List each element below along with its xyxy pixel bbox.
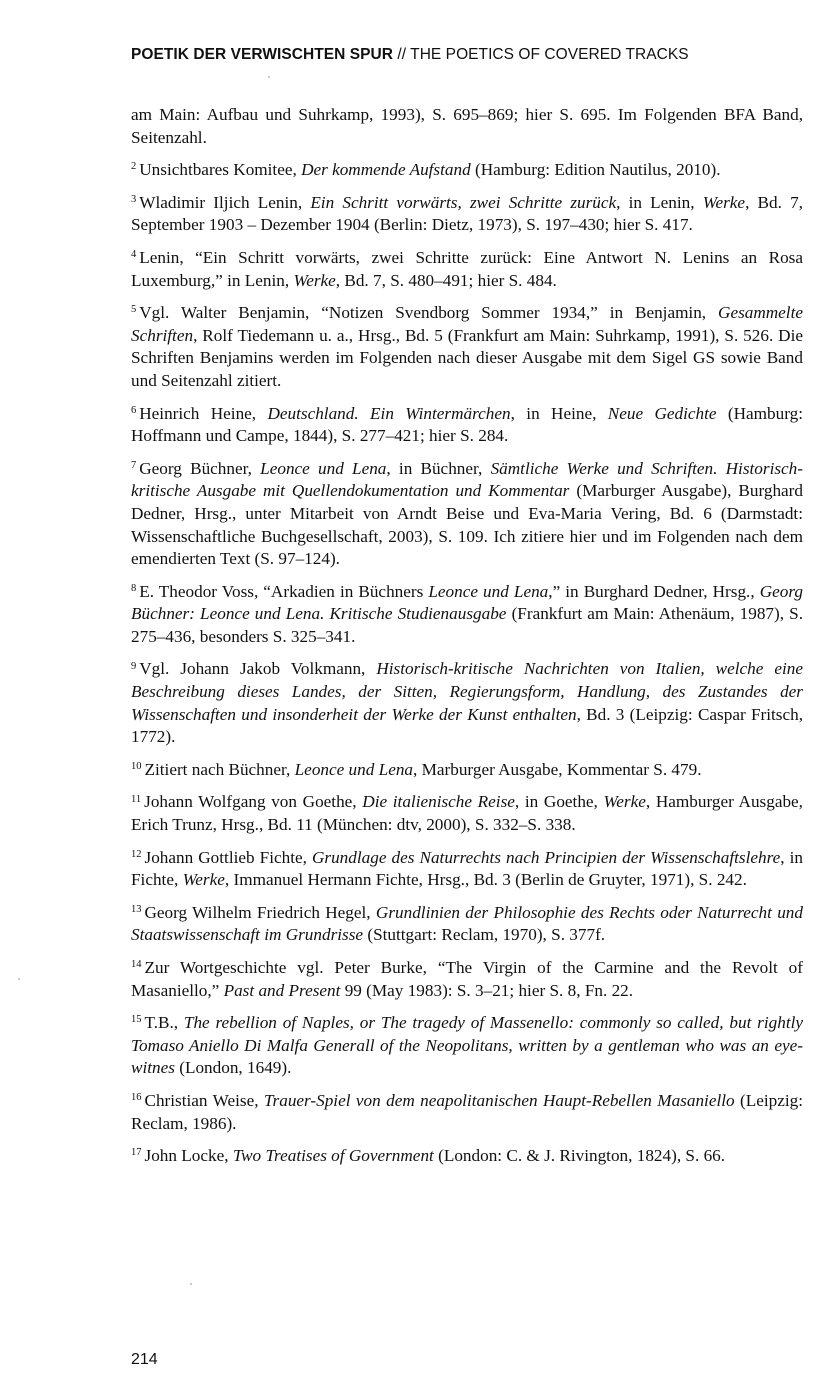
- footnote-text: E. Theodor Voss, “Arkadien in Büchners: [139, 581, 429, 601]
- footnote-16: [131, 1090, 803, 1135]
- footnote-title-italic: Leonce und Lena: [428, 581, 549, 601]
- footnote-text: T.B.,: [144, 1013, 184, 1033]
- footnote-text: , Marburger Ausgabe, Kommentar S. 479.: [413, 759, 702, 779]
- footnote-title-italic: Der kommende Aufstand: [301, 160, 471, 180]
- footnote-8: [131, 581, 803, 649]
- footnote-15: [131, 1012, 803, 1080]
- footnote-text: (Frankfurt am Main: Athenäum, 1987), S. 275–436, besonders S. 325–341.: [131, 604, 803, 646]
- scan-speck: [190, 1283, 192, 1285]
- footnote-title-italic: Trauer-Spiel von dem neapolitanischen Haupt-Rebellen Masaniello: [263, 1090, 735, 1110]
- footnote-5: [131, 302, 803, 392]
- footnote-number: 8: [131, 582, 137, 594]
- footnote-text: Zur Wortgeschichte vgl. Peter Burke, “The Virgin of the Carmine and the Revolt of Masaniello,”: [131, 958, 803, 1000]
- footnote-10: [131, 759, 803, 782]
- footnote-number: 7: [131, 459, 137, 471]
- footnote-number: 11: [131, 793, 142, 805]
- footnote-title-italic: Werke: [702, 192, 746, 212]
- footnote-title-italic: Sämtliche Werke und Schriften. Historisch-kritische Ausgabe mit Quellendokumentation und Kommentar: [131, 458, 803, 501]
- footnote-title-italic: Ein Schritt vorwärts, zwei Schritte zurück: [310, 192, 617, 212]
- footnote-14: [131, 957, 803, 1002]
- footnote-text: , Bd. 7, September 1903 – Dezember 1904 (Berlin: Dietz, 1973), S. 197–430; hier S. 417.: [131, 192, 803, 235]
- footnote-number: 9: [131, 660, 137, 672]
- footnote-text: Georg Büchner,: [139, 458, 261, 478]
- footnote-text: John Locke,: [144, 1146, 233, 1166]
- footnote-9: [131, 658, 803, 748]
- footnote-text: (Hamburg: Edition Nautilus, 2010).: [470, 160, 721, 180]
- footnote-text: , in Lenin,: [616, 192, 703, 212]
- footnote-text: am Main: Aufbau und Suhrkamp, 1993), S. 695–869; hier S. 695. Im Folgenden BFA Band, Seitenzahl.: [131, 105, 803, 147]
- footnote-number: 13: [131, 904, 142, 916]
- footnote-text: Lenin, “Ein Schritt vorwärts, zwei Schritte zurück: Eine Antwort N. Lenins an Rosa Luxemburg,” in Lenin,: [131, 247, 803, 290]
- footnote-12: [131, 847, 803, 892]
- footnote-number: 10: [131, 761, 142, 773]
- footnote-number: 2: [131, 161, 137, 173]
- footnote-text: Johann Gottlieb Fichte,: [144, 847, 312, 867]
- footnote-7: [131, 458, 803, 571]
- footnote-6: [131, 403, 803, 448]
- footnote-text: , Hamburger Ausgabe, Erich Trunz, Hrsg., Bd. 11 (München: dtv, 2000), S. 332–S. 338.: [131, 792, 803, 835]
- footnote-text: Unsichtbares Komitee,: [139, 160, 302, 180]
- footnote-text: 99 (May 1983): S. 3–21; hier S. 8, Fn. 22.: [340, 980, 634, 1000]
- scan-speck: [268, 76, 270, 78]
- footnote-title-italic: Die italienische Reise: [362, 792, 515, 812]
- footnote-3: [131, 192, 803, 237]
- footnote-text: , Bd. 3 (Leipzig: Caspar Fritsch, 1772).: [131, 704, 803, 747]
- footnote-text: , Rolf Tiedemann u. a., Hrsg., Bd. 5 (Frankfurt am Main: Suhrkamp, 1991), S. 526. Die Schriften Benjamins werden im Folgenden nach dieser Ausgabe mit dem Sigel GS sowie Band und Seitenzahl zitiert.: [131, 325, 803, 390]
- footnote-title-italic: Georg Büchner: Leonce und Lena. Kritische Studienausgabe: [131, 581, 803, 624]
- footnote-number: 17: [131, 1147, 142, 1159]
- footnote-text: Wladimir Iljich Lenin,: [139, 192, 311, 212]
- footnote-13: [131, 902, 803, 947]
- footnote-text: (Leipzig: Reclam, 1986).: [131, 1090, 804, 1133]
- footnote-title-italic: Werke: [603, 792, 646, 812]
- footnote-title-italic: Leonce und Lena: [260, 458, 387, 478]
- footnote-number: 3: [131, 194, 137, 206]
- footnote-text: (Marburger Ausgabe), Burghard Dedner, Hrsg., unter Mitarbeit von Arndt Beise und Eva-Maria Vering, Bd. 6 (Darmstadt: Wissenschaftliche Buchgesellschaft, 2003), S. 109. Ich zitiere hier und im Folgenden nach dem emendierten Text (S. 97–124).: [131, 481, 803, 569]
- footnote-title-italic: Grundlinien der Philosophie des Rechts oder Naturrecht und Staatswissenschaft im Grundrisse: [131, 902, 803, 945]
- footnote-title-italic: Grundlage des Naturrechts nach Principien der Wissenschaftslehre: [311, 847, 781, 867]
- footnote-text: , in Goethe,: [514, 792, 604, 812]
- footnote-4: [131, 247, 803, 292]
- footnote-continued: [131, 104, 803, 149]
- footnote-text: , in Büchner,: [386, 458, 491, 478]
- footnote-text: Georg Wilhelm Friedrich Hegel,: [144, 902, 376, 922]
- footnote-number: 4: [131, 249, 137, 261]
- running-title-separator: //: [393, 46, 411, 63]
- footnote-number: 6: [131, 404, 137, 416]
- footnotes-block: [131, 104, 803, 1178]
- running-header: [131, 46, 811, 64]
- footnote-text: (Hamburg: Hoffmann und Campe, 1844), S. 277–421; hier S. 284.: [131, 403, 803, 446]
- running-title-german: POETIK DER VERWISCHTEN SPUR: [131, 46, 394, 63]
- footnote-text: Johann Wolfgang von Goethe,: [144, 792, 363, 812]
- footnote-text: (London, 1649).: [174, 1058, 292, 1078]
- footnote-2: [131, 159, 803, 182]
- footnote-title-italic: Two Treatises of Government: [232, 1146, 434, 1166]
- footnote-11: [131, 791, 803, 836]
- footnote-text: (London: C. & J. Rivington, 1824), S. 66.: [433, 1146, 726, 1166]
- scan-speck: [18, 978, 20, 980]
- footnote-title-italic: Werke: [182, 870, 225, 890]
- footnote-17: [131, 1145, 803, 1168]
- footnote-title-italic: Gesammelte Schriften: [131, 303, 803, 345]
- footnote-title-italic: Deutschland. Ein Wintermärchen: [267, 403, 511, 423]
- running-title-english: THE POETICS OF COVERED TRACKS: [410, 46, 689, 63]
- footnote-text: Vgl. Johann Jakob Volkmann,: [139, 659, 377, 679]
- footnote-title-italic: The rebellion of Naples, or The tragedy of Massenello: commonly so called, but rightly Tomaso Aniello Di Malfa Generall of the Neopolitans, written by a gentleman who was an eye-witnes: [131, 1013, 803, 1078]
- footnote-title-italic: Historisch-kritische Nachrichten von Italien, welche eine Beschreibung dieses Landes, der Sitten, Regierungsform, Handlung, des Zustandes der Wissenschaften und insonderheit der Werke der Kunst enthalten: [131, 659, 803, 724]
- footnote-text: ,” in Burghard Dedner, Hrsg.,: [548, 581, 760, 601]
- footnote-title-italic: Leonce und Lena: [294, 759, 414, 779]
- footnote-text: (Stuttgart: Reclam, 1970), S. 377f.: [363, 925, 606, 945]
- footnote-number: 16: [131, 1092, 142, 1104]
- footnote-text: Heinrich Heine,: [139, 403, 268, 423]
- footnote-number: 12: [131, 848, 142, 860]
- footnote-text: Vgl. Walter Benjamin, “Notizen Svendborg Sommer 1934,” in Benjamin,: [139, 303, 719, 323]
- footnote-title-italic: Past and Present: [223, 980, 341, 1000]
- footnote-text: , Bd. 7, S. 480–491; hier S. 484.: [335, 270, 557, 290]
- footnote-title-italic: Werke: [293, 270, 336, 290]
- footnote-text: , in Fichte,: [131, 847, 804, 890]
- footnote-text: , in Heine,: [510, 403, 608, 423]
- footnote-number: 15: [131, 1014, 142, 1026]
- footnote-text: Christian Weise,: [144, 1090, 264, 1110]
- footnote-number: 14: [131, 959, 142, 971]
- footnote-number: 5: [131, 304, 137, 316]
- footnote-text: Zitiert nach Büchner,: [144, 759, 295, 779]
- footnote-text: , Immanuel Hermann Fichte, Hrsg., Bd. 3 (Berlin de Gruyter, 1971), S. 242.: [224, 870, 747, 890]
- page-number: 214: [131, 1351, 158, 1368]
- footnote-title-italic: Neue Gedichte: [607, 403, 717, 423]
